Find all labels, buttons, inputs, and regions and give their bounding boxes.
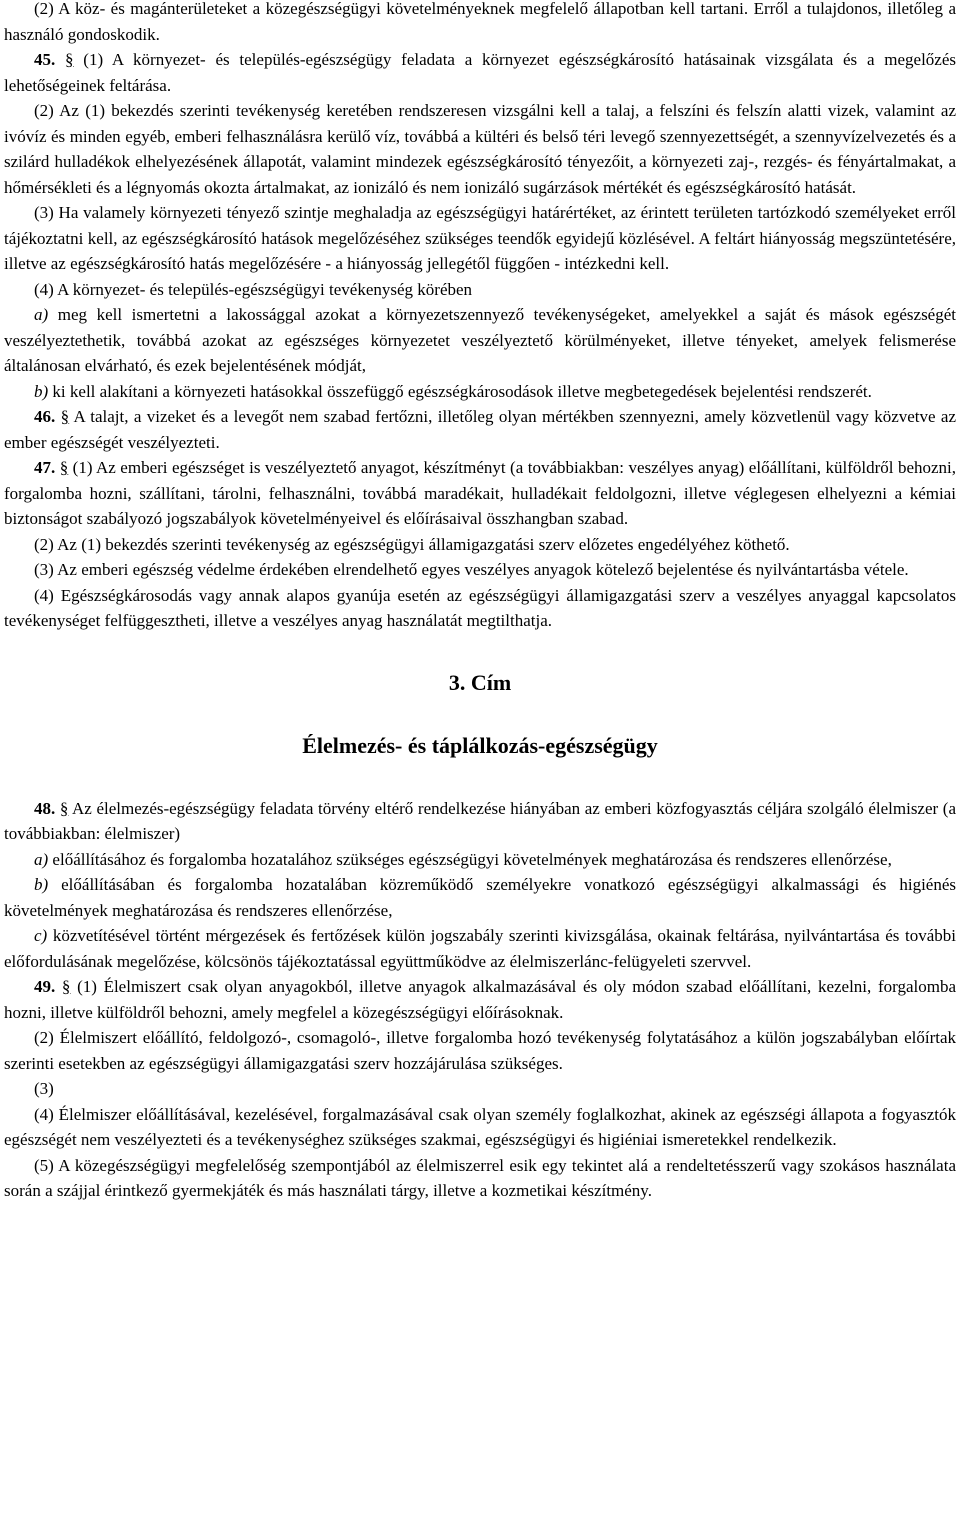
section-text: A talajt, a vizeket és a levegőt nem szabad fertőzni, illetőleg olyan mértékben szennyezni, amely közvetlenül vagy közvetve az ember egészségét veszélyezteti. [4,407,957,452]
section-number: 49. [34,977,56,996]
point-48-a [4,847,956,873]
point-label: b) [34,875,49,894]
point-text: meg kell ismertetni a lakossággal azokat a környezetszennyező tevékenységeket, amelyekkel a saját és mások egészségét veszélyeztethetik, továbbá azokat az egészséges környezetet veszélyeztető körülményeket, illetve tényeket, amelyek felismerése általánosan elvárható, és ezek bejelentésének módját, [4,305,956,375]
section-number: 48. [34,798,56,818]
section-sign: § [59,458,69,477]
section-text: (1) Az emberi egészséget is veszélyeztető anyagot, készítményt (a továbbiakban: veszélyes anyag) előállítani, külföldről behozni, forgalomba hozni, szállítani, tárolni, felhasználni, továbbá maradékait, hulladékait feldolgozni, illetve véglegesen elhelyezni a kémiai biztonságot szabályozó jogszabályok követelményeivel és előírásaival összhangban szabad. [4,458,957,528]
point-label: b) [34,381,49,401]
paragraph-49-4: (4) Élelmiszer előállításával, kezelésével, forgalmazásával csak olyan személy foglalkozhat, akinek az egészségi állapota a fogyasztók egészségét nem veszélyezteti és a tevékenységhez szükséges szakmai, egészségügyi és higiéniai ismeretekkel rendelkezik. [4,1104,956,1149]
point-label: a) [34,305,49,324]
section-sign: § [61,977,71,996]
section-sign: § [59,798,69,818]
point-text: közvetítésével történt mérgezések és fertőzések külön jogszabály szerinti kivizsgálása, okainak feltárása, nyilvántartása és további előfordulásának megelőzése, kölcsönös tájékoztatással együttműködve az élelmiszerlánc-felügyeleti szervvel. [4,926,956,971]
section-number: 47. [34,458,56,477]
paragraph-44-2: (2) A köz- és magánterületeket a közegészségügyi követelményeknek megfelelő állapotban kell tartani. Erről a tulajdonos, illetőleg a használó gondoskodik. [4,0,956,44]
point-45-4-a [4,302,956,379]
paragraph-49-3: (3) [34,1079,54,1098]
paragraph-45-2: (2) Az (1) bekezdés szerinti tevékenység keretében rendszeresen vizsgálni kell a talaj, a felszíni és felszín alatti vizek, valamint az ivóvíz és minden egyéb, emberi felhasználásra kerülő víz, továbbá a kültéri és belső téri levegő szennyezettségét, a szennyvízelvezetés és a szilárd hulladékok elhelyezésének állapotát, valamint mindezek egészségkárosító tényezőit, a környezeti zaj-, rezgés- és fényártalmakat, a hőmérsékleti és a légnyomás okozta ártalmakat, az ionizáló és nem ionizáló sugárzások mértékét és egészségkárosító hatását. [4,101,956,197]
paragraph-47-3: (3) Az emberi egészség védelme érdekében elrendelhető egyes veszélyes anyagok kötelező bejelentése és nyilvántartásba vétele. [34,560,909,579]
point-label: a) [34,849,49,869]
point-text: előállításában és forgalomba hozatalában közreműködő személyekre vonatkozó egészségügyi alkalmassági és higiénés követelmények meghatározása és rendszeres ellenőrzése, [4,875,956,920]
section-47-1 [4,455,956,532]
section-sign: § [60,407,70,426]
section-text: Az élelmezés-egészségügy feladata törvény eltérő rendelkezése hiányában az emberi közfogyasztás céljára szolgáló élelmiszer (a továbbiakban: élelmiszer) [4,798,956,843]
chapter-title: Élelmezés- és táplálkozás-egészségügy [302,732,658,758]
point-text: ki kell alakítani a környezeti hatásokkal összefüggő egészségkárosodások illetve megbetegedések bejelentési rendszerét. [48,381,872,401]
point-text: előállításához és forgalomba hozatalához szükséges egészségügyi követelmények meghatározása és rendszeres ellenőrzése, [48,849,892,869]
point-48-b [4,872,956,923]
section-text: (1) Élelmiszert csak olyan anyagokból, illetve anyagok alkalmazásával és oly módon szabad előállítani, kezelni, forgalomba hozni, illetve külföldről behozni, amely megfelel a közegészségügyi előírásoknak. [4,977,956,1022]
paragraph-49-5: (5) A közegészségügyi megfelelőség szempontjából az élelmiszerrel esik egy tekintet alá a rendeltetésszerű vagy szokásos használata során a szájjal érintkező gyermekjáték és más használati tárgy, illetve a kozmetikai készítmény. [4,1155,956,1200]
paragraph-45-3: (3) Ha valamely környezeti tényező szintje meghaladja az egészségügyi határértéket, az érintett területen tartózkodó személyeket erről tájékoztatni kell, az egészségkárosító hatások megelőzéséhez szükséges teendők egyidejű közlésével. A feltárt hiányosság megszüntetésére, illetve az egészségkárosító hatás megelőzésére - a hiányosság jellegétől függően - intézkedni kell. [4,203,956,273]
section-sign: § [65,50,74,69]
section-number: 45. [34,50,56,69]
point-48-c [4,923,956,974]
section-48 [4,796,956,847]
paragraph-47-4: (4) Egészségkárosodás vagy annak alapos gyanúja esetén az egészségügyi államigazgatási szerv a veszélyes anyaggal kapcsolatos tevékenységet felfüggesztheti, illetve a veszélyes anyag használatát megtilthatja. [4,585,956,630]
paragraph-49-2: (2) Élelmiszert előállító, feldolgozó-, csomagoló-, illetve forgalomba hozó tevékenység folytatásához a külön jogszabályban előírtak szerinti esetekben az egészségügyi államigazgatási szerv hozzájárulása szükséges. [4,1028,956,1073]
section-number: 46. [34,407,56,426]
paragraph-47-2: (2) Az (1) bekezdés szerinti tevékenység az egészségügyi államigazgatási szerv előzetes engedélyéhez köthető. [34,534,790,554]
section-49-1 [4,974,956,1025]
section-45-1 [4,47,956,98]
section-46 [4,404,956,455]
chapter-number: 3. Cím [448,669,512,695]
section-text: (1) A környezet- és település-egészségügy feladata a környezet egészségkárosító hatásainak vizsgálata és a megelőzés lehetőségeinek feltárása. [4,50,956,95]
point-45-4-b [4,379,956,405]
point-label: c) [34,926,48,945]
paragraph-45-4: (4) A környezet- és település-egészségügyi tevékenység körében [34,279,473,299]
